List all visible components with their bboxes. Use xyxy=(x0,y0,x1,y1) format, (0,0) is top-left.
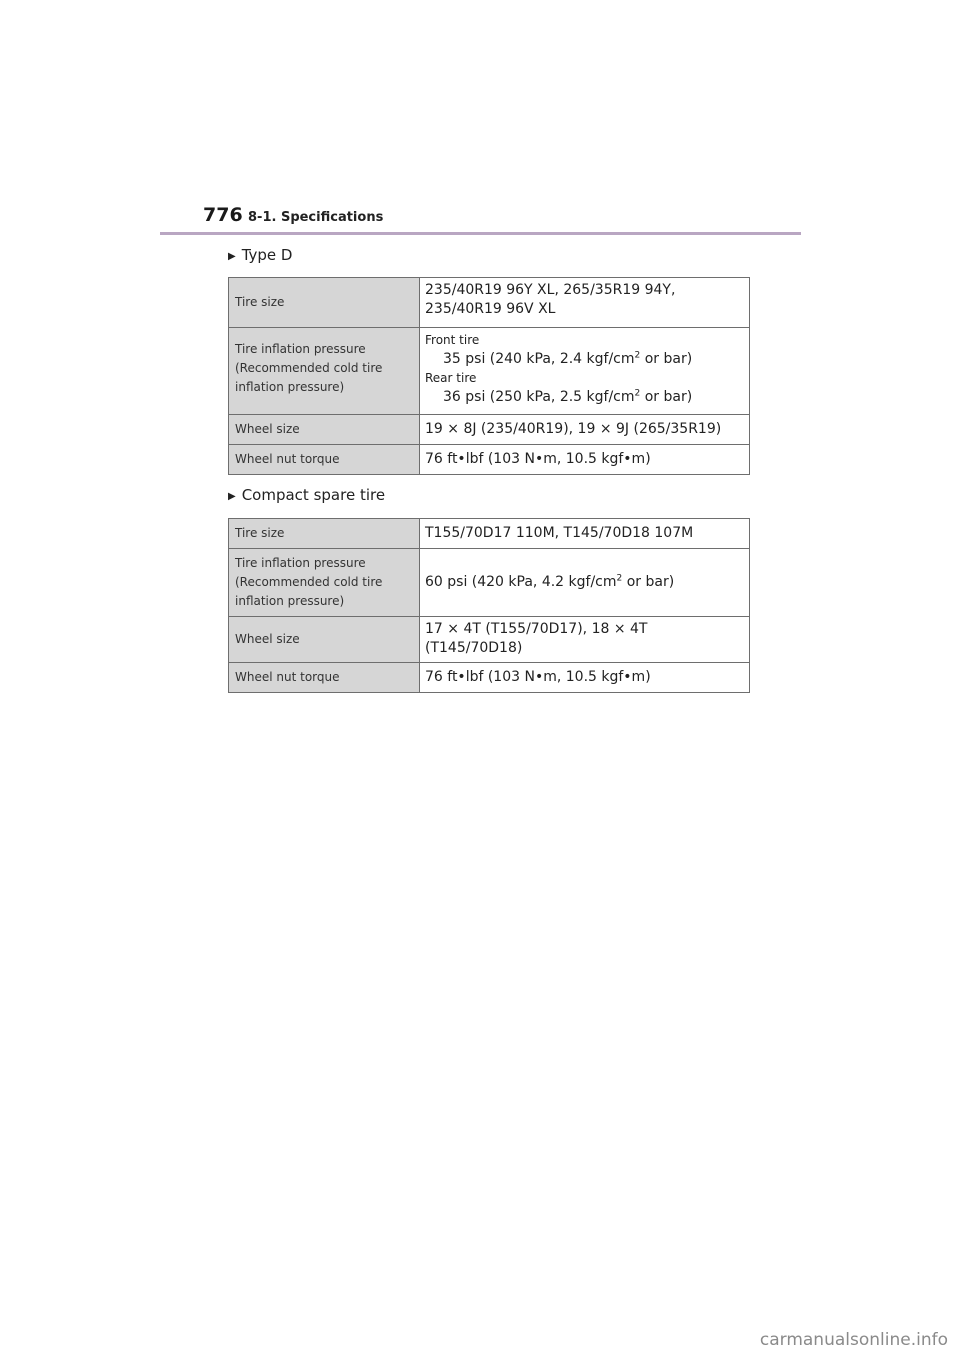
table-row xyxy=(229,617,750,663)
pressure-label: Tire inflation pressure (Recommended cold tire inflation pressure) xyxy=(229,328,420,415)
header-divider xyxy=(160,232,801,235)
type-d-heading xyxy=(228,245,292,267)
rear-tire-label: Rear tire xyxy=(425,371,477,385)
bullet-arrow-icon: ▶ xyxy=(228,251,236,262)
pressure-value xyxy=(420,328,750,415)
pressure-label: Tire inflation pressure (Recommended cold tire inflation pressure) xyxy=(229,549,420,617)
front-tire-label: Front tire xyxy=(425,333,480,347)
table-row xyxy=(229,328,750,415)
tire-size-value: T155/70D17 110M, T145/70D18 107M xyxy=(420,519,750,549)
wheel-nut-torque-label: Wheel nut torque xyxy=(229,663,420,693)
table-row xyxy=(229,415,750,445)
compact-spare-heading-text: Compact spare tire xyxy=(241,486,386,504)
page-number: 776 xyxy=(203,204,243,226)
wheel-nut-torque-value: 76 ft•lbf (103 N•m, 10.5 kgf•m) xyxy=(420,663,750,693)
compact-spare-heading xyxy=(228,485,385,507)
bullet-arrow-icon: ▶ xyxy=(228,491,236,502)
rear-tire-value: 36 psi (250 kPa, 2.5 kgf/$cm^2$ or bar) xyxy=(443,388,693,405)
pressure-value: 60 psi (420 kPa, 4.2 kgf/$cm^2$ or bar) xyxy=(420,549,750,617)
table-row xyxy=(229,278,750,328)
wheel-nut-torque-label: Wheel nut torque xyxy=(229,445,420,475)
table-row xyxy=(229,663,750,693)
wheel-size-label: Wheel size xyxy=(229,415,420,445)
table-row xyxy=(229,519,750,549)
tire-size-line-2: 235/40R19 96V XL xyxy=(425,301,556,317)
front-tire-value: 35 psi (240 kPa, 2.4 kgf/$cm^2$ or bar) xyxy=(443,350,693,367)
site-watermark: carmanualsonline.info xyxy=(759,1330,948,1350)
tire-size-value xyxy=(420,278,750,328)
wheel-size-label: Wheel size xyxy=(229,617,420,663)
type-d-spec-table xyxy=(228,277,750,475)
section-title: 8-1. Specifications xyxy=(248,210,384,225)
table-row xyxy=(229,549,750,617)
wheel-size-value: 17 × 4T (T155/70D17), 18 × 4T (T145/70D18) xyxy=(420,617,750,663)
tire-size-label: Tire size xyxy=(229,278,420,328)
wheel-nut-torque-value: 76 ft•lbf (103 N•m, 10.5 kgf•m) xyxy=(420,445,750,475)
wheel-size-value: 19 × 8J (235/40R19), 19 × 9J (265/35R19) xyxy=(420,415,750,445)
page-header xyxy=(203,204,803,232)
tire-size-line-1: 235/40R19 96Y XL, 265/35R19 94Y, xyxy=(425,282,676,298)
table-row xyxy=(229,445,750,475)
type-d-heading-text: Type D xyxy=(241,246,293,264)
tire-size-label: Tire size xyxy=(229,519,420,549)
compact-spare-spec-table xyxy=(228,518,750,693)
